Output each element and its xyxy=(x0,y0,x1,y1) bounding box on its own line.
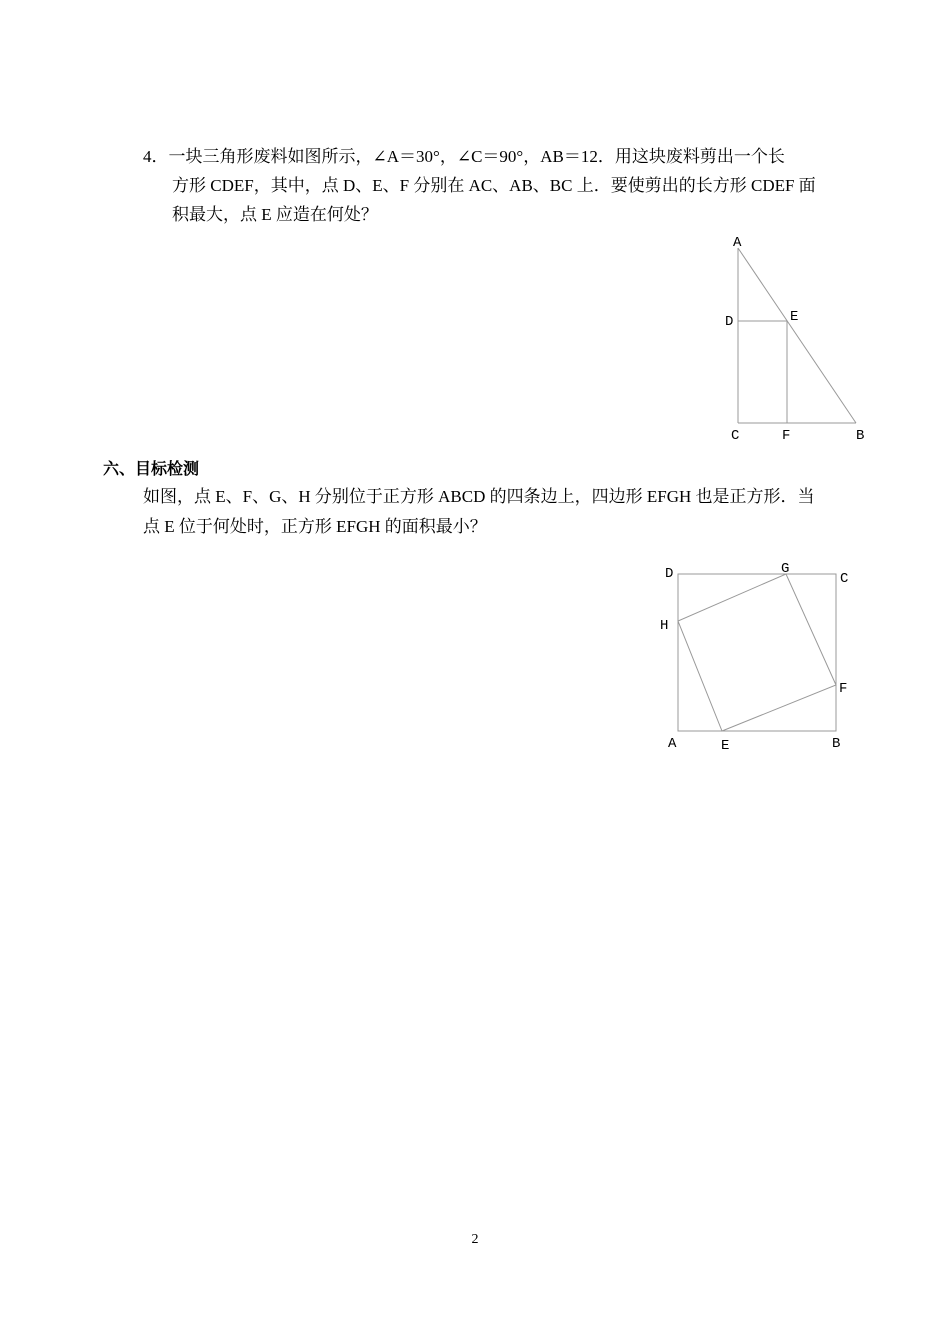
square-abcd xyxy=(678,574,836,731)
problem4-line3: 积最大，点 E 应造在何处？ xyxy=(172,205,378,224)
label-g: G xyxy=(781,561,790,577)
problem4-line2: 方形 CDEF，其中，点 D、E、F 分别在 AC、AB、BC 上．要使剪出的长方形 CDEF 面 xyxy=(172,176,816,195)
section6-heading: 六、目标检测 xyxy=(103,459,200,478)
triangle-figure xyxy=(718,228,878,448)
square-figure xyxy=(655,558,855,758)
label-e: E xyxy=(721,738,730,754)
label-a: A xyxy=(668,736,677,752)
label-d: D xyxy=(725,314,734,330)
section6-line1: 如图，点 E、F、G、H 分别位于正方形 ABCD 的四条边上，四边形 EFGH 也是正方形．当 xyxy=(143,487,815,506)
problem4-line1: 4．一块三角形废料如图所示，∠A＝30°，∠C＝90°，AB＝12．用这块废料剪出一个长 xyxy=(143,147,785,166)
section6-line2: 点 E 位于何处时，正方形 EFGH 的面积最小？ xyxy=(143,517,487,536)
label-h: H xyxy=(660,618,669,634)
label-b: B xyxy=(832,736,841,752)
square-efgh xyxy=(678,574,836,731)
label-f: F xyxy=(782,428,791,444)
page-number: 2 xyxy=(471,1232,479,1247)
label-d: D xyxy=(665,566,674,582)
label-e: E xyxy=(790,309,799,325)
label-c: C xyxy=(731,428,740,444)
label-c: C xyxy=(840,571,849,587)
side-ab xyxy=(738,248,856,423)
label-b: B xyxy=(856,428,865,444)
label-a: A xyxy=(733,235,742,251)
label-f: F xyxy=(839,681,848,697)
